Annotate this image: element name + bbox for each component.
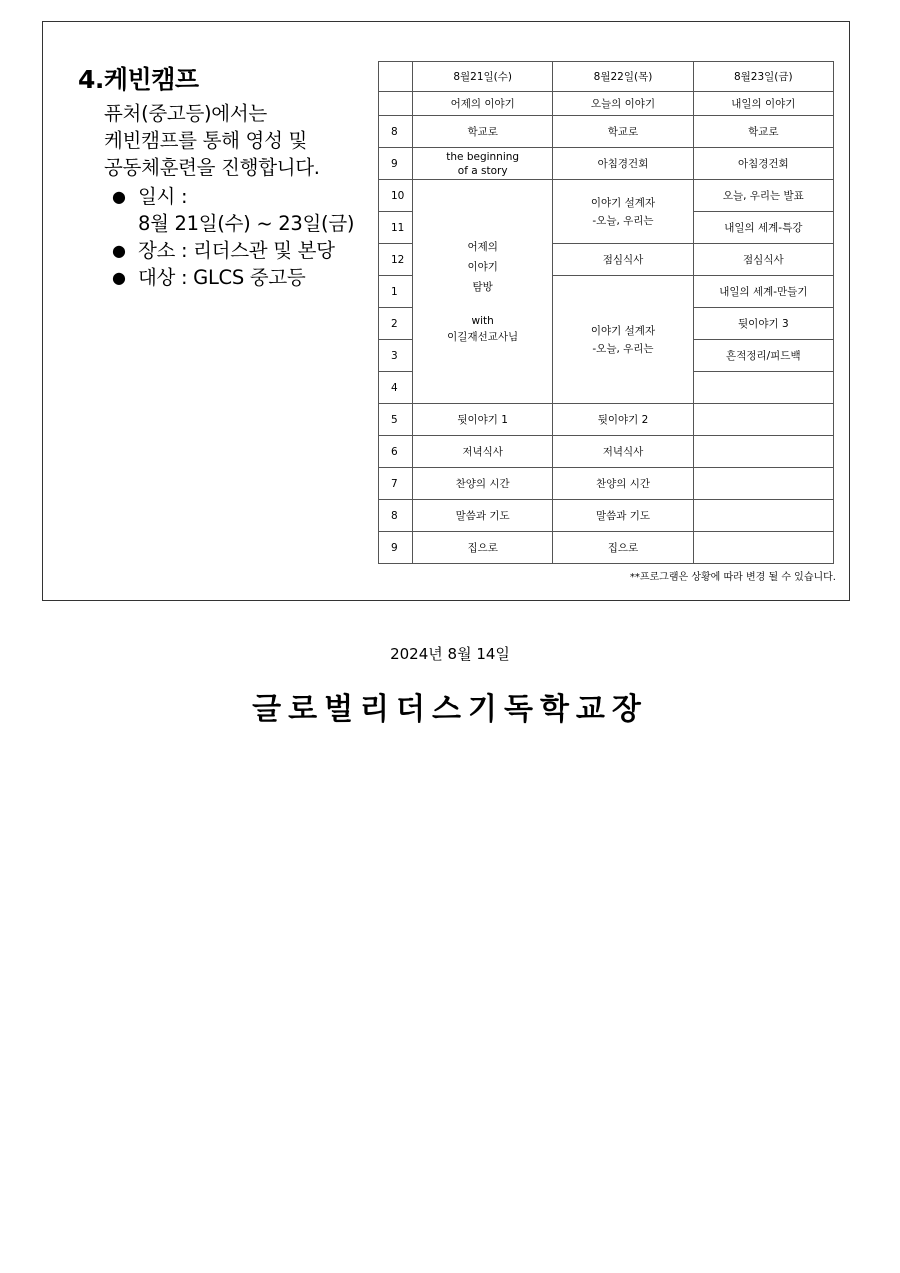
- cell-line: 이야기 설계자: [590, 324, 656, 337]
- hour-cell: 9: [379, 532, 413, 564]
- schedule-block: [553, 180, 693, 244]
- date-item: [112, 183, 378, 237]
- hour-cell: 6: [379, 436, 413, 468]
- schedule-cell: 내일의 세계-특강: [693, 212, 833, 244]
- intro-line: 케빈캠프를 통해 영성 및: [104, 129, 308, 152]
- table-row: [379, 532, 834, 564]
- schedule-cell: 찬양의 시간: [413, 468, 553, 500]
- theme-cell: 어제의 이야기: [413, 92, 553, 116]
- cell-line: 이야기 설계자: [590, 196, 656, 209]
- schedule-cell: 저녁식사: [553, 436, 693, 468]
- schedule-table: [378, 61, 834, 564]
- hour-cell: 7: [379, 468, 413, 500]
- date-value: 8월 21일(수) ~ 23일(금): [138, 212, 355, 235]
- detail-list: [78, 183, 378, 291]
- schedule-cell: 오늘, 우리는 발표: [693, 180, 833, 212]
- cell-line: -오늘, 우리는: [592, 214, 654, 227]
- hour-cell: 11: [379, 212, 413, 244]
- schedule-cell: [693, 500, 833, 532]
- cell-line: 이길재선교사님: [447, 330, 519, 343]
- section-intro: [104, 100, 378, 181]
- schedule-cell: 학교로: [413, 116, 553, 148]
- schedule-cell: [693, 532, 833, 564]
- day-header: 8월22일(목): [553, 62, 693, 92]
- schedule-block: [413, 180, 553, 404]
- hour-cell: 12: [379, 244, 413, 276]
- table-row: [379, 468, 834, 500]
- location-item: ● 장소 : 리더스관 및 본당: [112, 237, 378, 264]
- cell-line: 탐방: [472, 280, 493, 293]
- schedule-cell: [413, 148, 553, 180]
- cell-line: -오늘, 우리는: [592, 342, 654, 355]
- schedule-cell: 아침경건회: [553, 148, 693, 180]
- schedule-cell: 뒷이야기 1: [413, 404, 553, 436]
- intro-line: 공동체훈련을 진행합니다.: [104, 156, 320, 179]
- schedule-cell: [693, 436, 833, 468]
- corner-cell: [379, 62, 413, 92]
- table-row: [379, 404, 834, 436]
- table-row: [379, 500, 834, 532]
- hour-cell: 2: [379, 308, 413, 340]
- intro-line: 퓨처(중고등)에서는: [104, 102, 267, 125]
- theme-cell: 내일의 이야기: [693, 92, 833, 116]
- schedule-cell: 말씀과 기도: [553, 500, 693, 532]
- date-label: ● 일시 :: [138, 185, 188, 208]
- schedule-cell: 아침경건회: [693, 148, 833, 180]
- schedule-cell: [693, 404, 833, 436]
- hour-cell: 5: [379, 404, 413, 436]
- hour-cell: 3: [379, 340, 413, 372]
- cell-line: 이야기: [467, 260, 498, 273]
- hour-cell: 8: [379, 500, 413, 532]
- hour-cell: 8: [379, 116, 413, 148]
- cell-line: with: [471, 314, 494, 327]
- schedule-cell: 말씀과 기도: [413, 500, 553, 532]
- schedule-cell: 뒷이야기 2: [553, 404, 693, 436]
- theme-row: [379, 92, 834, 116]
- schedule-block: [553, 276, 693, 404]
- target-item: ● 대상 : GLCS 중고등: [112, 264, 378, 291]
- schedule-note: **프로그램은 상황에 따라 변경 될 수 있습니다.: [629, 572, 836, 583]
- schedule-cell: 학교로: [553, 116, 693, 148]
- theme-cell: 오늘의 이야기: [553, 92, 693, 116]
- schedule-cell: [693, 372, 833, 404]
- issue-date: 2024년 8월 14일: [390, 645, 510, 663]
- schedule-cell: 점심식사: [693, 244, 833, 276]
- section-title: 4.케빈캠프: [78, 65, 199, 94]
- schedule-cell: 학교로: [693, 116, 833, 148]
- table-row: [379, 436, 834, 468]
- hour-cell: 1: [379, 276, 413, 308]
- day-header: 8월23일(금): [693, 62, 833, 92]
- table-row: [379, 180, 834, 212]
- camp-section: [78, 60, 378, 291]
- schedule-cell: 찬양의 시간: [553, 468, 693, 500]
- table-row: [379, 116, 834, 148]
- hour-cell: 4: [379, 372, 413, 404]
- table-row: [379, 148, 834, 180]
- schedule-cell: 점심식사: [553, 244, 693, 276]
- hour-cell: 10: [379, 180, 413, 212]
- cell-line: of a story: [457, 164, 508, 177]
- schedule-cell: 저녁식사: [413, 436, 553, 468]
- schedule-cell: [693, 468, 833, 500]
- table-header-row: [379, 62, 834, 92]
- schedule-cell: 흔적정리/피드백: [693, 340, 833, 372]
- day-header: 8월21일(수): [413, 62, 553, 92]
- schedule-cell: 내일의 세계-만들기: [693, 276, 833, 308]
- cell-line: the beginning: [446, 150, 520, 163]
- hour-cell: 9: [379, 148, 413, 180]
- schedule-cell: 뒷이야기 3: [693, 308, 833, 340]
- cell-line: 어제의: [467, 240, 498, 253]
- schedule-cell: 집으로: [413, 532, 553, 564]
- issuer-name: 글로벌리더스기독학교장: [252, 692, 648, 727]
- schedule-cell: 집으로: [553, 532, 693, 564]
- corner-cell: [379, 92, 413, 116]
